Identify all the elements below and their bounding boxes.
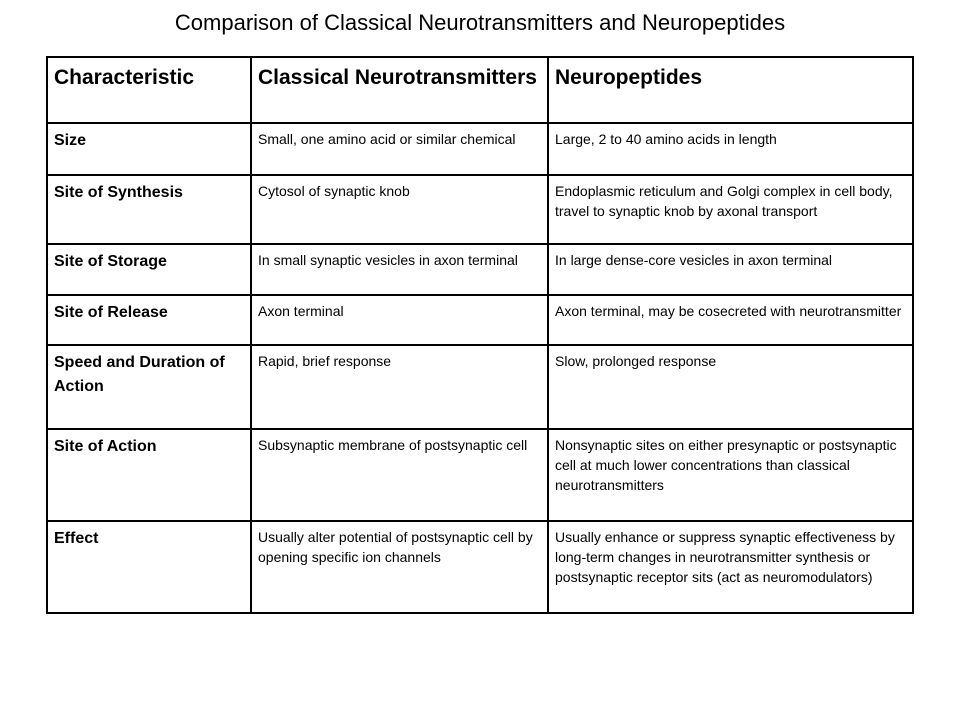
classical-cell: Rapid, brief response (251, 345, 548, 429)
row-label: Site of Release (47, 295, 251, 345)
table-row (47, 295, 913, 345)
table-row (47, 345, 913, 429)
neuropeptides-cell: Endoplasmic reticulum and Golgi complex in cell body, travel to synaptic knob by axonal transport (548, 175, 913, 244)
header-characteristic: Characteristic (47, 57, 251, 123)
classical-cell: Axon terminal (251, 295, 548, 345)
neuropeptides-cell: Slow, prolonged response (548, 345, 913, 429)
comparison-table-container (46, 56, 912, 614)
header-classical: Classical Neurotransmitters (251, 57, 548, 123)
classical-cell: In small synaptic vesicles in axon terminal (251, 244, 548, 295)
classical-cell: Small, one amino acid or similar chemical (251, 123, 548, 175)
table-row (47, 429, 913, 521)
neuropeptides-cell: Usually enhance or suppress synaptic effectiveness by long-term changes in neurotransmitter synthesis or postsynaptic receptor sits (act as neuromodulators) (548, 521, 913, 613)
row-label: Site of Storage (47, 244, 251, 295)
table-row (47, 175, 913, 244)
row-label: Speed and Duration of Action (47, 345, 251, 429)
table-row (47, 244, 913, 295)
row-label: Site of Action (47, 429, 251, 521)
neuropeptides-cell: Large, 2 to 40 amino acids in length (548, 123, 913, 175)
neuropeptides-cell: Axon terminal, may be cosecreted with neurotransmitter (548, 295, 913, 345)
table-row (47, 123, 913, 175)
classical-cell: Cytosol of synaptic knob (251, 175, 548, 244)
row-label: Size (47, 123, 251, 175)
table-header-row (47, 57, 913, 123)
classical-cell: Usually alter potential of postsynaptic cell by opening specific ion channels (251, 521, 548, 613)
header-neuropeptides: Neuropeptides (548, 57, 913, 123)
table-row (47, 521, 913, 613)
row-label: Site of Synthesis (47, 175, 251, 244)
neuropeptides-cell: Nonsynaptic sites on either presynaptic or postsynaptic cell at much lower concentrations than classical neurotransmitters (548, 429, 913, 521)
classical-cell: Subsynaptic membrane of postsynaptic cell (251, 429, 548, 521)
comparison-table (46, 56, 914, 614)
page-title: Comparison of Classical Neurotransmitters and Neuropeptides (174, 10, 786, 35)
row-label: Effect (47, 521, 251, 613)
neuropeptides-cell: In large dense-core vesicles in axon terminal (548, 244, 913, 295)
